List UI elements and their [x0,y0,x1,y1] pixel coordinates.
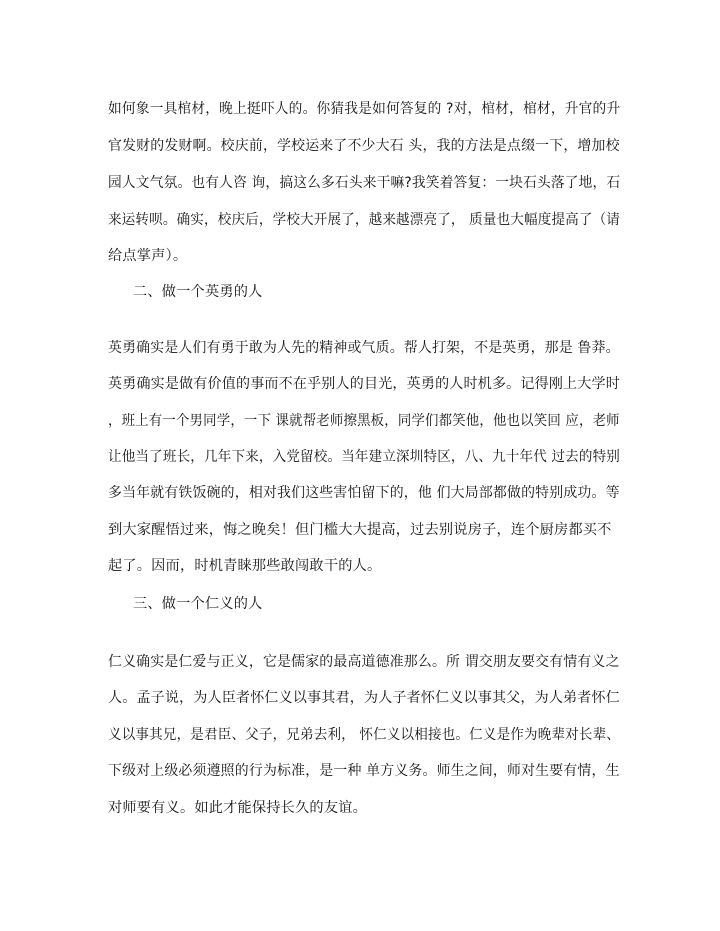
paragraph-line: 园人文气氛。也有人咨 询，搞这么多石头来干嘛?我笑着答复：一块石头落了地，石 [108,175,621,191]
paragraph-line: 如何象一具棺材，晚上挺吓人的。你猜我是如何答复的 ?对，棺材，棺材，升官的升 [108,101,621,117]
section-heading: 三、做一个仁义的人 [133,596,263,612]
paragraph-line: 下级对上级必须遵照的行为标准，是一种 单方义务。师生之间，师对生要有情，生 [108,763,620,779]
paragraph-line: 人。孟子说，为人臣者怀仁义以事其君，为人子者怀仁义以事其父，为人弟者怀仁 [108,690,620,706]
paragraph-line: 英勇确实是人们有勇于敢为人先的精神或气质。帮人打架，不是英勇，那是 鲁莽。 [108,340,620,356]
paragraph-line: 英勇确实是做有价值的事而不在乎别人的目光，英勇的人时机多。记得刚上大学时 [108,376,620,392]
paragraph-line: 义以事其兄，是君臣、父子，兄弟去利， 怀仁义以相接也。仁义是作为晚辈对长辈、 [108,727,621,743]
paragraph-line: 到大家醒悟过来，悔之晚矣！但门槛大大提高，过去别说房子，连个厨房都买不 [108,522,612,538]
paragraph-line: ，班上有一个男同学，一下 课就帮老师擦黑板，同学们都笑他，他也以笑回 应，老师 [108,413,620,429]
paragraph-line: 给点掌声）。 [108,248,188,264]
paragraph-line: 仁义确实是仁爱与正义，它是儒家的最高道德准那么。所 谓交朋友要交有情有义之 [108,654,620,670]
paragraph-line: 对师要有义。如此才能保持长久的友谊。 [108,800,367,816]
paragraph-line: 让他当了班长，几年下来，入党留校。当年建立深圳特区，八、九十年代 过去的特别 [108,449,621,465]
paragraph-line: 官发财的发财啊。校庆前，学校运来了不少大石 头，我的方法是点缀一下，增加校 [108,138,620,154]
section-heading: 二、做一个英勇的人 [133,284,263,300]
paragraph-line: 起了。因而，时机青睐那些敢闯敢干的人。 [108,558,382,574]
paragraph-line: 来运转呗。确实，校庆后，学校大开展了，越来越漂亮了， 质量也大幅度提高了（请 [108,212,621,228]
paragraph-line: 多当年就有铁饭碗的，相对我们这些害怕留下的，他 们大局部都做的特别成功。等 [108,485,620,501]
